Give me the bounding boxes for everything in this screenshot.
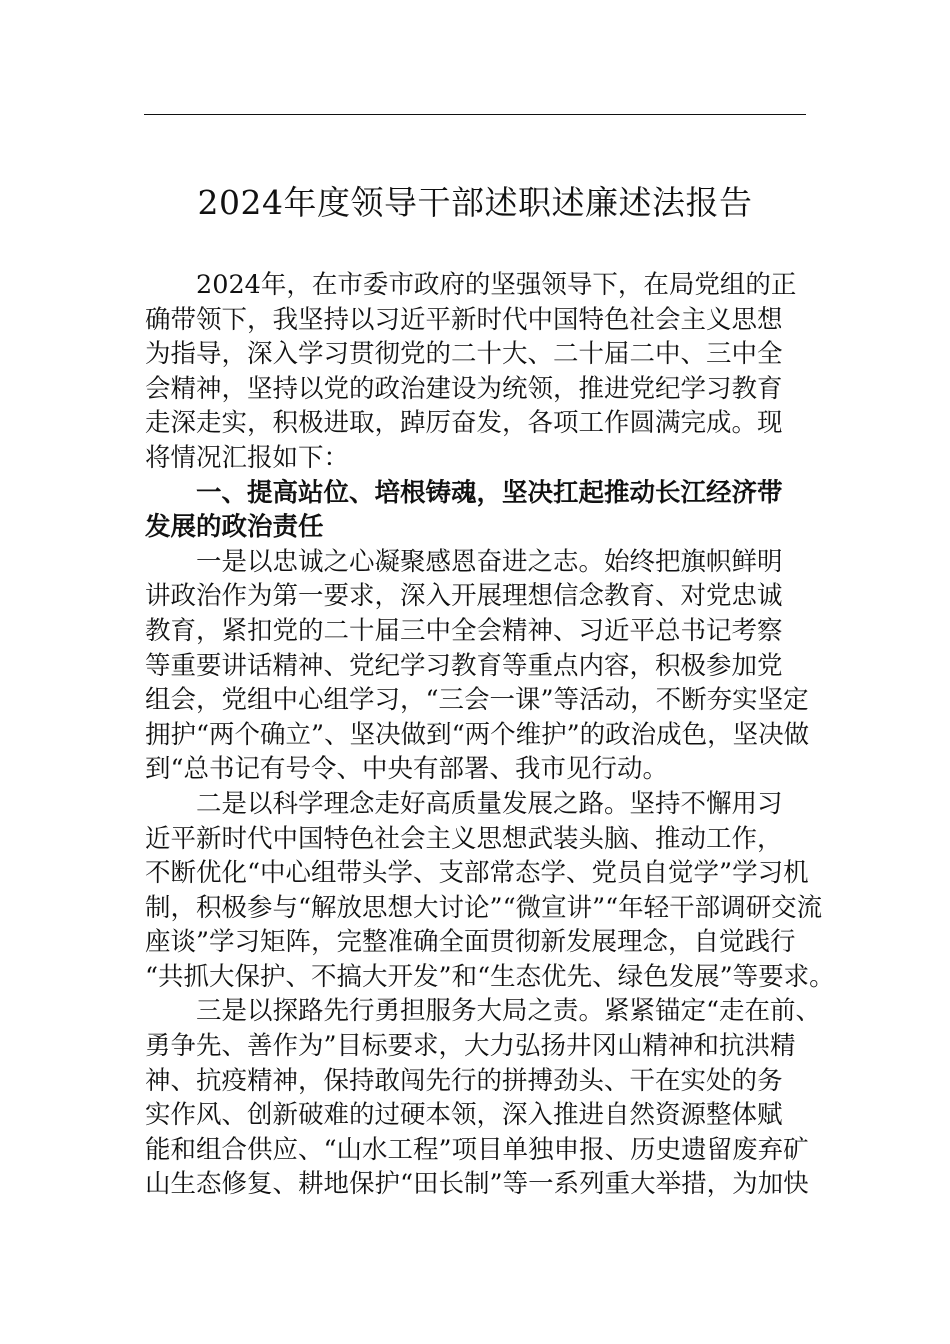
paragraph-line: 等重要讲话精神、党纪学习教育等重点内容，积极参加党 <box>145 650 783 681</box>
paragraph-line: 到“总书记有号令、中央有部署、我市见行动。 <box>145 754 669 785</box>
paragraph-line: 教育，紧扣党的二十届三中全会精神、习近平总书记考察 <box>145 615 783 646</box>
paragraph-line: 一是以忠诚之心凝聚感恩奋进之志。始终把旗帜鲜明 <box>196 546 783 577</box>
paragraph-line: 座谈”学习矩阵，完整准确全面贯彻新发展理念，自觉践行 <box>145 927 796 958</box>
paragraph-line: 二是以科学理念走好高质量发展之路。坚持不懈用习 <box>196 788 783 819</box>
paragraph-line: 实作风、创新破难的过硬本领，深入推进自然资源整体赋 <box>145 1100 783 1131</box>
paragraph-line: 山生态修复、耕地保护“田长制”等一系列重大举措，为加快 <box>145 1169 809 1200</box>
paragraph-line: 神、抗疫精神，保持敢闯先行的拼搏劲头、干在实处的务 <box>145 1065 783 1096</box>
paragraph-line: 为指导，深入学习贯彻党的二十大、二十届二中、三中全 <box>145 339 783 370</box>
paragraph-line: 讲政治作为第一要求，深入开展理想信念教育、对党忠诚 <box>145 581 783 612</box>
paragraph-line: “共抓大保护、不搞大开发”和“生态优先、绿色发展”等要求。 <box>145 961 835 992</box>
section-heading-line: 发展的政治责任 <box>145 512 324 543</box>
paragraph-line: 不断优化“中心组带头学、支部常态学、党员自觉学”学习机 <box>145 858 809 889</box>
paragraph-line: 将情况汇报如下： <box>145 442 350 473</box>
paragraph-line: 能和组合供应、“山水工程”项目单独申报、历史遗留废弃矿 <box>145 1134 809 1165</box>
paragraph-line: 确带领下，我坚持以习近平新时代中国特色社会主义思想 <box>145 304 783 335</box>
header-rule <box>144 114 806 115</box>
paragraph-line: 拥护“两个确立”、坚决做到“两个维护”的政治成色，坚决做 <box>145 719 810 750</box>
paragraph-line: 2024年，在市委市政府的坚强领导下，在局党组的正 <box>196 270 797 300</box>
paragraph-line: 三是以探路先行勇担服务大局之责。紧紧锚定“走在前、 <box>196 996 822 1027</box>
paragraph-line: 制，积极参与“解放思想大讨论”“微宣讲”“年轻干部调研交流 <box>145 892 823 923</box>
paragraph-line: 组会，党组中心组学习，“三会一课”等活动，不断夯实坚定 <box>145 685 809 716</box>
document-body <box>145 268 835 1202</box>
page-title: 2024年度领导干部述职述廉述法报告 <box>197 183 753 222</box>
paragraph-line: 勇争先、善作为”目标要求，大力弘扬井冈山精神和抗洪精 <box>145 1031 796 1062</box>
section-heading-line: 一、提高站位、培根铸魂，坚决扛起推动长江经济带 <box>196 477 783 508</box>
paragraph-line: 会精神，坚持以党的政治建设为统领，推进党纪学习教育 <box>145 373 783 404</box>
paragraph-line: 近平新时代中国特色社会主义思想武装头脑、推动工作， <box>145 823 783 854</box>
paragraph-line: 走深走实，积极进取，踔厉奋发，各项工作圆满完成。现 <box>145 408 783 439</box>
